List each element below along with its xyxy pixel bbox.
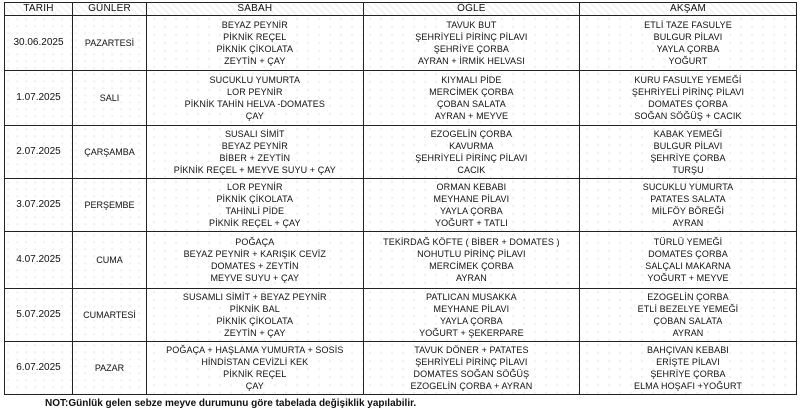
date-cell: 4.07.2025	[5, 232, 73, 289]
ogle-item: YAYLA ÇORBA	[439, 206, 503, 216]
sabah-item: PİKNİK REÇEL + ÇAY	[209, 218, 301, 228]
date-cell: 6.07.2025	[5, 342, 73, 395]
date-cell: 5.07.2025	[5, 289, 73, 342]
ogle-cell	[363, 232, 580, 289]
date-cell: 2.07.2025	[5, 126, 73, 179]
ogle-item: ŞEHRİYE ÇORBA	[433, 44, 510, 54]
sabah-item: PİKNİK REÇEL + MEYVE SUYU + ÇAY	[173, 165, 336, 175]
ogle-item: ŞEHRİYELİ PİRİNÇ PİLAVI	[415, 32, 528, 42]
sabah-cell	[147, 342, 364, 395]
header-ogle: ÖĞLE	[363, 3, 580, 16]
sabah-cell	[147, 179, 364, 232]
aksam-cell	[580, 126, 797, 179]
day-cell: PERŞEMBE	[73, 179, 147, 232]
sabah-item: PİKNİK BAL	[229, 304, 280, 314]
sabah-item: LOR PEYNİR	[227, 87, 283, 97]
aksam-item: BULGUR PİLAVI	[653, 32, 723, 42]
ogle-cell	[363, 342, 580, 395]
sabah-cell	[147, 232, 364, 289]
aksam-cell	[580, 289, 797, 342]
ogle-item: AYRAN	[455, 273, 487, 283]
aksam-item: ŞEHRİYE ÇORBA	[650, 369, 726, 379]
aksam-item: EZOGELİN ÇORBA	[647, 292, 729, 302]
aksam-cell	[580, 179, 797, 232]
ogle-cell	[363, 179, 580, 232]
footer-note: NOT:Günlük gelen sebze meyve durumunu göre tabelada değişiklik yapılabilir.	[45, 398, 417, 409]
aksam-item: TÜRLÜ YEMEĞİ	[653, 237, 723, 247]
ogle-item: CACIK	[457, 165, 486, 175]
ogle-cell	[363, 126, 580, 179]
ogle-item: KAVURMA	[449, 141, 494, 151]
day-row	[5, 126, 797, 179]
sabah-item: BEYAZ PEYNİR	[221, 141, 288, 151]
aksam-item: YOĞURT + MEYVE	[647, 273, 729, 283]
ogle-item: MERCİMEK ÇORBA	[429, 261, 514, 271]
sabah-item: POĞAÇA + HAŞLAMA YUMURTA + SOSİS	[166, 345, 344, 355]
day-cell: PAZARTESİ	[73, 16, 147, 71]
day-cell: SALI	[73, 71, 147, 126]
aksam-item: BAHÇIVAN KEBABI	[647, 345, 729, 355]
date-cell: 3.07.2025	[5, 179, 73, 232]
aksam-item: ŞEHRİYE ÇORBA	[650, 153, 726, 163]
sabah-item: TAHİNLİ PİDE	[225, 206, 285, 216]
day-cell: CUMA	[73, 232, 147, 289]
date-cell: 1.07.2025	[5, 71, 73, 126]
aksam-item: ERİŞTE PİLAVI	[656, 357, 720, 367]
ogle-item: AYRAN + MEYVE	[434, 111, 509, 121]
sabah-item: MEYVE SUYU + ÇAY	[210, 273, 300, 283]
aksam-cell	[580, 71, 797, 126]
aksam-item: ETLİ BEZELYE YEMEĞİ	[637, 304, 739, 314]
sabah-item: ÇAY	[245, 381, 264, 391]
aksam-item: BULGUR PİLAVI	[653, 141, 723, 151]
day-row	[5, 71, 797, 126]
aksam-item: SUCUKLU YUMURTA	[642, 182, 734, 192]
day-row	[5, 289, 797, 342]
sabah-item: ZEYTİN + ÇAY	[224, 328, 286, 338]
ogle-item: KIYMALI PİDE	[441, 75, 502, 85]
aksam-item: MİLFÖY BÖREĞİ	[651, 206, 725, 216]
sabah-cell	[147, 126, 364, 179]
sabah-item: BEYAZ PEYNİR + KARIŞIK CEVİZ	[183, 249, 327, 259]
aksam-item: AYRAN	[672, 218, 704, 228]
aksam-item: KURU FASULYE YEMEĞİ	[634, 75, 742, 85]
ogle-item: ŞEHRİYELİ PİRİNÇ PİLAVI	[415, 153, 528, 163]
aksam-item: ETLİ TAZE FASULYE	[644, 20, 732, 30]
ogle-item: EZOGELİN ÇORBA	[430, 129, 513, 139]
ogle-item: MERCİMEK ÇORBA	[429, 87, 514, 97]
sabah-item: PİKNİK TAHİN HELVA -DOMATES	[184, 99, 325, 109]
ogle-item: ŞEHRİYELİ PİRİNÇ PİLAVI	[415, 357, 528, 367]
aksam-item: SALÇALI MAKARNA	[645, 261, 731, 271]
ogle-item: AYRAN + İRMİK HELVASI	[417, 56, 525, 66]
ogle-item: MEYHANE PİLAVI	[433, 194, 510, 204]
sabah-item: SUSALI SİMİT	[224, 129, 285, 139]
header-aksam: AKŞAM	[580, 3, 797, 16]
sabah-item: PİKNİK ÇİKOLATA	[216, 316, 294, 326]
day-row	[5, 179, 797, 232]
ogle-item: YOĞURT + ŞEKERPARE	[419, 328, 524, 338]
day-row	[5, 232, 797, 289]
sabah-item: POĞAÇA	[235, 237, 275, 247]
ogle-cell	[363, 71, 580, 126]
sabah-item: HİNDİSTAN CEVİZLİ KEK	[201, 357, 309, 367]
day-cell: PAZAR	[73, 342, 147, 395]
aksam-cell	[580, 232, 797, 289]
sabah-item: ÇAY	[245, 111, 264, 121]
aksam-item: AYRAN	[672, 328, 704, 338]
ogle-item: TAVUK DÖNER + PATATES	[414, 345, 529, 355]
day-cell: CUMARTESİ	[73, 289, 147, 342]
aksam-item: SOĞAN SÖĞÜŞ + CACIK	[634, 111, 742, 121]
sabah-cell	[147, 71, 364, 126]
ogle-item: DOMATES SOĞAN SÖĞÜŞ	[413, 369, 530, 379]
sabah-cell	[147, 16, 364, 71]
sabah-item: SUSAMLI SİMİT + BEYAZ PEYNİR	[182, 292, 327, 302]
day-cell: ÇARŞAMBA	[73, 126, 147, 179]
ogle-item: ÇOBAN SALATA	[436, 99, 506, 109]
aksam-item: PATATES SALATA	[650, 194, 726, 204]
menu-body	[5, 16, 797, 395]
header-tarih: TARİH	[5, 3, 73, 16]
aksam-item: DOMATES ÇORBA	[648, 99, 728, 109]
ogle-item: EZOGELİN ÇORBA + AYRAN	[410, 381, 533, 391]
sabah-cell	[147, 289, 364, 342]
ogle-item: NOHUTLU PİRİNÇ PİLAVI	[417, 249, 526, 259]
ogle-item: MEYHANE PİLAVI	[433, 304, 510, 314]
header-sabah: SABAH	[147, 3, 364, 16]
aksam-item: ELMA HOŞAFI +YOĞURT	[633, 381, 742, 391]
ogle-item: TAVUK BUT	[446, 20, 497, 30]
aksam-item: ÇOBAN SALATA	[653, 316, 723, 326]
sabah-item: DOMATES + ZEYTİN	[210, 261, 299, 271]
ogle-item: ORMAN KEBABI	[436, 182, 507, 192]
aksam-cell	[580, 342, 797, 395]
day-row	[5, 16, 797, 71]
aksam-cell	[580, 16, 797, 71]
sabah-item: PİKNİK ÇİKOLATA	[216, 44, 294, 54]
ogle-item: TEKİRDAĞ KÖFTE ( BİBER + DOMATES )	[383, 237, 560, 247]
ogle-cell	[363, 16, 580, 71]
aksam-item: YOĞURT	[668, 56, 708, 66]
sabah-item: PİKNİK ÇİKOLATA	[216, 194, 294, 204]
header-row	[5, 3, 797, 16]
aksam-item: DOMATES ÇORBA	[648, 249, 728, 259]
day-row	[5, 342, 797, 395]
aksam-item: ŞEHRİYELİ PİRİNÇ PİLAVI	[631, 87, 745, 97]
aksam-item: KABAK YEMEĞİ	[653, 129, 723, 139]
date-cell: 30.06.2025	[5, 16, 73, 71]
ogle-item: PATLICAN MUSAKKA	[425, 292, 517, 302]
sabah-item: SUCUKLU YUMURTA	[209, 75, 301, 85]
ogle-item: YOĞURT + TATLI	[434, 218, 508, 228]
aksam-item: TURŞU	[672, 165, 704, 175]
sabah-item: ZEYTİN + ÇAY	[224, 56, 286, 66]
header-gunler: GÜNLER	[73, 3, 147, 16]
sabah-item: LOR PEYNİR	[227, 182, 283, 192]
sabah-item: PİKNİK REÇEL	[223, 32, 287, 42]
meal-menu-table	[4, 2, 797, 395]
sabah-item: PİKNİK REÇEL	[223, 369, 287, 379]
sabah-item: BİBER + ZEYTİN	[219, 153, 291, 163]
sabah-item: BEYAZ PEYNİR	[221, 20, 288, 30]
ogle-cell	[363, 289, 580, 342]
ogle-item: YAYLA ÇORBA	[439, 316, 503, 326]
aksam-item: YAYLA ÇORBA	[656, 44, 720, 54]
